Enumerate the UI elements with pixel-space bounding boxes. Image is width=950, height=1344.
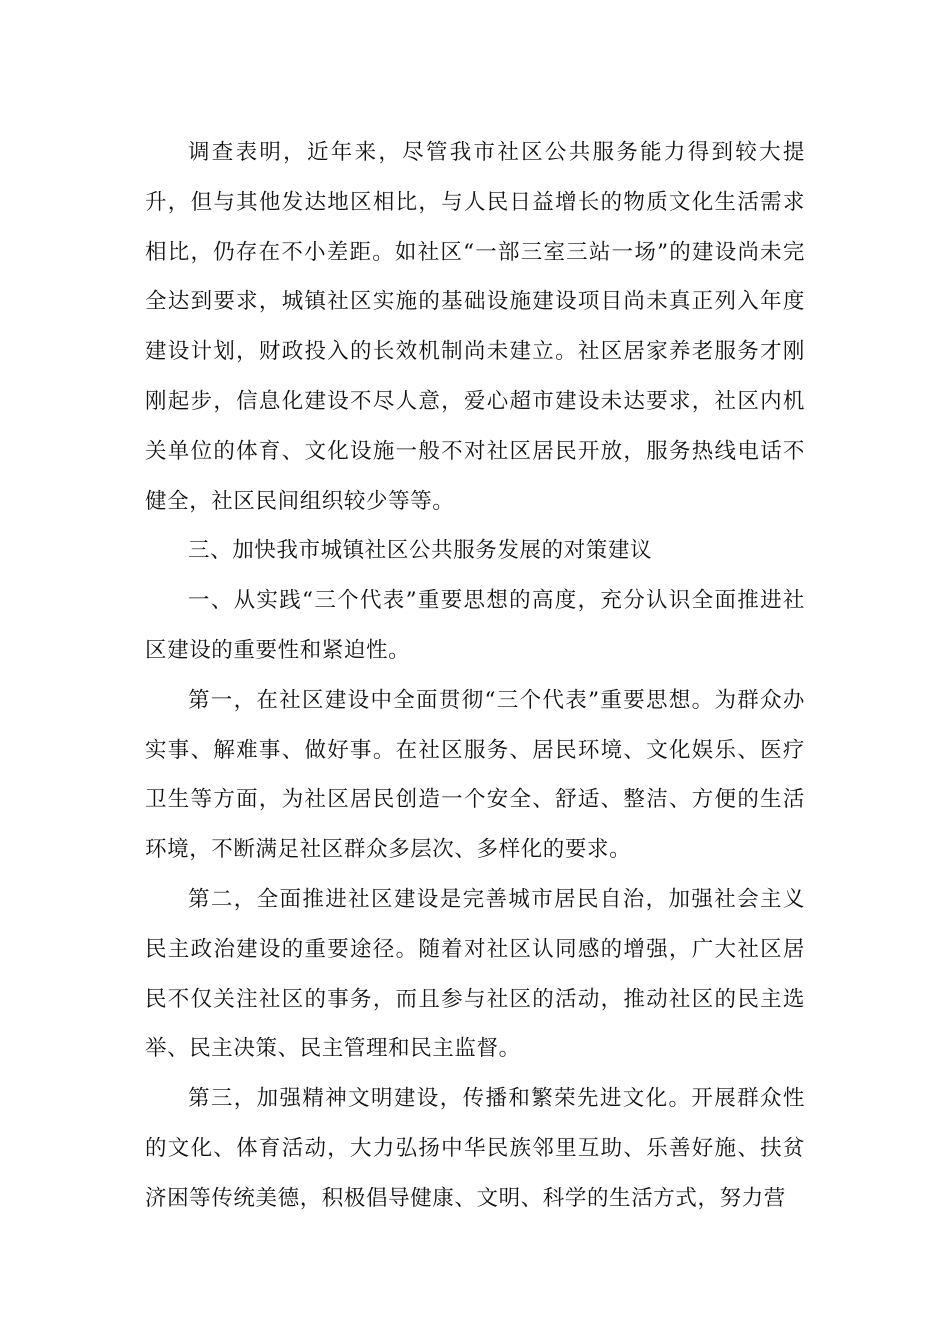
paragraph-second-point: 第二，全面推进社区建设是完善城市居民自治，加强社会主义民主政治建设的重要途径。随着对社区认同感的增强，广大社区居民不仅关注社区的事务，而且参与社区的活动，推动社区的民主选举、民主决策、民主管理和民主监督。 [145, 886, 805, 1062]
paragraph-survey-findings: 调查表明，近年来，尽管我市社区公共服务能力得到较大提升，但与其他发达地区相比，与人民日益增长的物质文化生活需求相比，仍存在不小差距。如社区“一部三室三站一场”的建设尚未完全达到要求，城镇社区实施的基础设施建设项目尚未真正列入年度建设计划，财政投入的长效机制尚未建立。社区居家养老服务才刚刚起步，信息化建设不尽人意，爱心超市建设未达要求，社区内机关单位的体育、文化设施一般不对社区居民开放，服务热线电话不健全，社区民间组织较少等等。 [145, 140, 805, 514]
paragraph-third-point: 第三，加强精神文明建设，传播和繁荣先进文化。开展群众性的文化、体育活动，大力弘扬中华民族邻里互助、乐善好施、扶贫济困等传统美德，积极倡导健康、文明、科学的生活方式，努力营 [145, 1086, 805, 1211]
section-heading-countermeasures: 三、加快我市城镇社区公共服务发展的对策建议 [188, 538, 653, 564]
document-body [145, 128, 805, 1224]
paragraph-first-point: 第一，在社区建设中全面贯彻“三个代表”重要思想。为群众办实事、解难事、做好事。在社区服务、居民环境、文化娱乐、医疗卫生等方面，为社区居民创造一个安全、舒适、整洁、方便的生活环境，不断满足社区群众多层次、多样化的要求。 [145, 687, 805, 863]
subheading-importance: 一、从实践“三个代表”重要思想的高度，充分认识全面推进社区建设的重要性和紧迫性。 [145, 588, 805, 663]
